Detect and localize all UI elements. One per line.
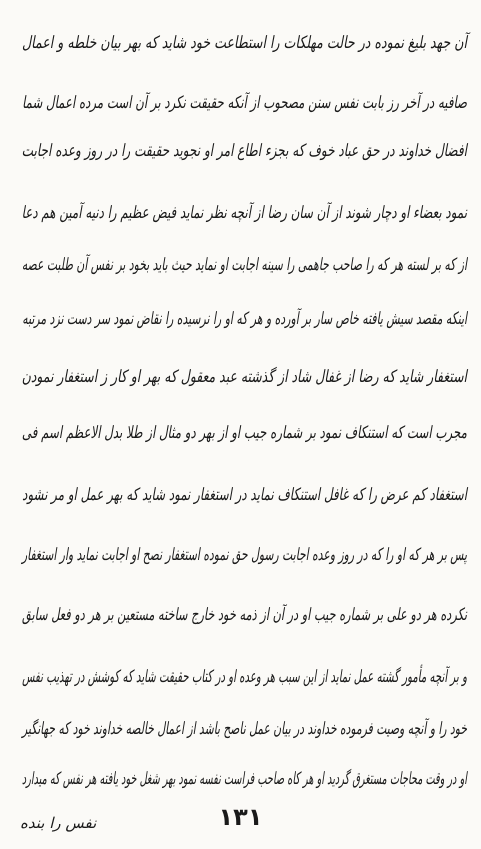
manuscript-line: او در وقت محاجات مستغرق گردید او هر کاه صاحب فراست نفسه نمود بهر شغل خود یافته هر نفس که میدارد xyxy=(21,769,468,789)
manuscript-line: آن جهد بليغ نموده در حالت مهلکات را استطاعت خود شاید که بهر بیان خلطه و اعمال xyxy=(21,33,467,53)
catchword: نفس را بنده xyxy=(20,814,97,832)
page-number: ۱۳۱ xyxy=(218,803,263,831)
manuscript-line: خود را و آنچه وصیت فرموده خداوند در بیان عمل ناصح باشد از اعمال خالصه خداوند خود که جهانگیر xyxy=(22,719,467,739)
manuscript-line: استغفار شاید که رضا از غفال شاد از گذشته عبد معقول که بهر او کار ز استغفار نمودن xyxy=(21,367,468,387)
manuscript-line: مجرب است که استنکاف نمود بر شماره جیب او از بهر دو مثال از طلا بدل الاعظم اسم فی xyxy=(21,423,468,443)
manuscript-line: استغفاد کم عرض را که غافل استنکاف نماید در استغفار نمود شاید که بهر عمل او مر نشود xyxy=(22,485,467,505)
manuscript-line: افضال خداوند در حق عباد خوف که بجزء اطاع امر او نجوید حقیقت را در روز وعده اجابت xyxy=(21,141,467,161)
manuscript-line: اینکه مقصد سیش یافته خاص سار بر آورده و هر که او را نرسیده را نقاض نمود سر دست نزد مرتبه xyxy=(22,309,468,329)
manuscript-line: صافیه در آخر رز بابت نفس سنن مصحوب از آنکه حقیقت نکرد بر آن است مرده اعمال شما xyxy=(22,93,467,113)
manuscript-line: پس بر هر که او را که در روز وعده اجابت رسول حق نموده استغفار نصح او اجابت نماید وار استغفار xyxy=(21,545,468,565)
manuscript-line: نکرده هر دو علی بر شماره جیب او در آن از ذمه خود خارج ساخته مستعین بر هر دو فعل سابق xyxy=(22,605,468,625)
manuscript-line: از که بر لسته هر که را صاحب جاهمی را سینه اجابت او نماید حیث باید بخود بر نفس آن طلبت عصه xyxy=(21,255,468,275)
manuscript-line: و بر آنچه مأمور گشته عمل نماید از این سبب هر وعده او در کتاب حقیقت شاید که کوشش در تهذیب نفس xyxy=(22,667,468,687)
manuscript-line: نمود بعضاء او دچار شوند از آن سان رضا از آنچه نظر نماید فیض عظیم را دنیه آمین هم دعا xyxy=(21,203,468,223)
